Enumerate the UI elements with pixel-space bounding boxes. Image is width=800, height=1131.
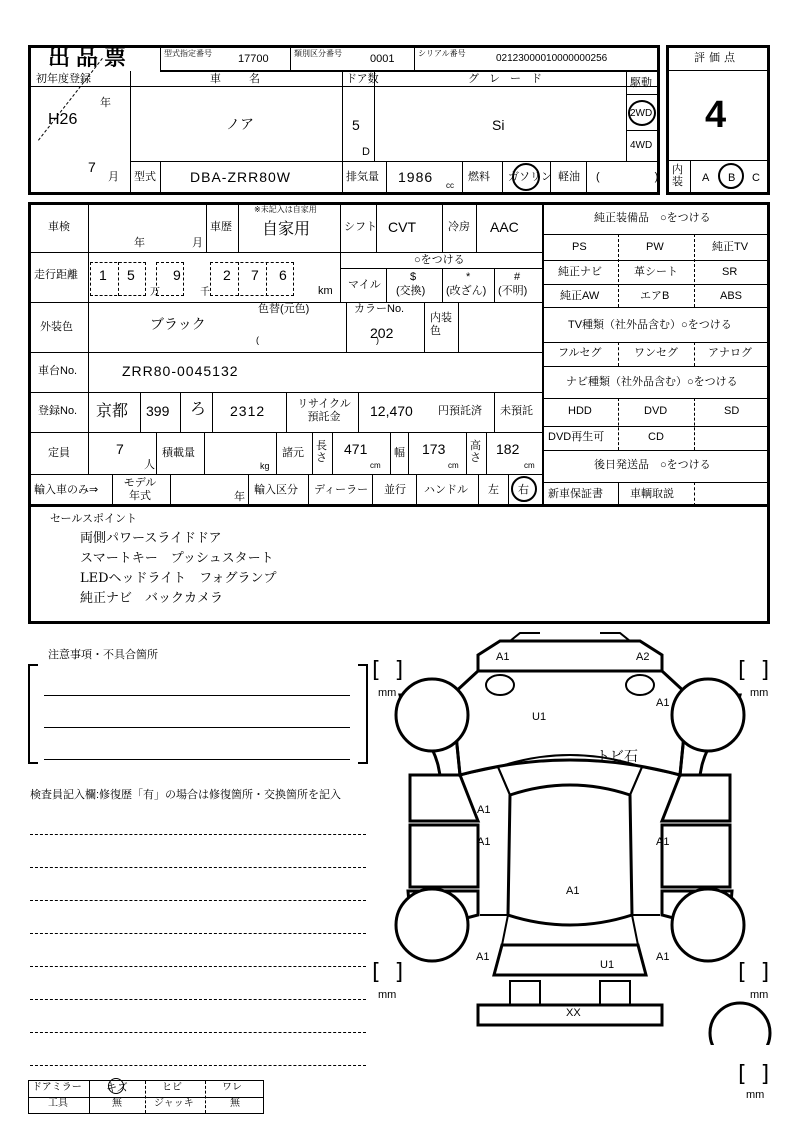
registration-class: 399 [146,403,170,419]
shaken-month-unit: 月 [192,237,203,249]
vehicle-manual-label: 車輌取説 [630,488,674,500]
tread-mm-unit: mm [750,687,769,699]
cm-unit: cm [370,461,381,470]
doors-value: 5 [352,117,360,133]
tread-bracket-rear-right: [ ] [738,960,770,985]
divider [416,474,417,506]
divider [276,432,277,474]
fuel-value: ガソリン [508,171,552,183]
color-number-value: 202 [370,325,394,341]
divider [342,71,343,195]
month-unit: 月 [108,171,119,183]
divider [694,482,695,506]
crack-label: ヒビ [162,1082,182,1093]
history-value: 自家用 [262,221,311,238]
damage-mark: A1 [496,651,510,663]
divider [542,450,770,451]
divider [542,366,770,367]
tv-oneseg: ワンセグ [634,347,678,359]
inspector-label: 検査員記入欄:修復歴「有」の場合は修復箇所・交換箇所を記入 [30,789,342,801]
header-divider [160,70,660,72]
divider [340,252,341,302]
divider [386,268,387,302]
diesel-paren: ( ) [596,171,659,183]
parallel-label: 並行 [384,484,406,496]
divider [112,474,113,506]
tread-mm-unit: mm [378,687,397,699]
divider [462,161,463,195]
sen-unit: 千 [200,287,210,298]
sales-point: LEDヘッドライト フォグランプ [80,571,277,586]
ac-label: 冷房 [448,221,470,233]
divider [286,392,287,432]
divider [542,426,770,427]
rear-door-right [662,825,730,887]
door-mirror-circle [108,1078,124,1094]
caution-line [44,727,350,728]
equipment-abs: ABS [720,290,743,302]
tread-bracket-rear-left: [ ] [372,960,404,985]
divider [542,307,770,308]
divider [478,474,479,506]
drive-label: 駆動 [630,77,652,89]
handle-left: 左 [488,484,499,496]
height-label: 高さ [470,440,481,465]
damage-mark: A1 [477,836,491,848]
width-value: 173 [422,441,446,457]
divider [626,130,660,131]
divider [88,203,89,474]
length-value: 471 [344,441,368,457]
asterisk-label: * [466,271,471,283]
equipment-sr: SR [722,266,738,278]
tread-mm-unit: mm [746,1089,765,1101]
man-unit: 万 [150,287,160,298]
divider [130,71,131,195]
tv-analog: アナログ [708,347,752,359]
rear-gate [494,945,646,975]
divider [618,342,619,366]
mileage-digit-boxes [90,262,300,296]
damage-mark: A1 [656,951,670,963]
divider [542,203,544,506]
divider [694,234,695,307]
divider [180,392,181,432]
recycle-not-deposited: 未預託 [500,405,533,417]
damage-mark: U1 [532,711,547,723]
damage-mark: A1 [656,697,670,709]
caution-bracket-left [28,664,38,764]
sales-point: 両側パワースライドドア [80,531,222,546]
displacement-value: 1986 [398,169,434,185]
model-designation-value: 17700 [238,53,269,65]
interior-grade-b: B [728,172,736,184]
inspector-line [30,1032,366,1033]
damage-mark: A2 [636,651,650,663]
tv-fullseg: フルセグ [558,347,602,359]
car-name-label: 車名 [210,73,288,85]
divider [586,161,587,195]
front-wheel-left [396,679,468,751]
divider [390,432,391,474]
divider [542,398,770,399]
sales-point: 純正ナビ バックカメラ [80,591,224,606]
divider [238,203,239,252]
load-label: 積載量 [162,447,195,459]
divider [667,160,769,161]
hash-label: # [514,271,521,283]
grade-value: Si [492,117,505,133]
dvd-playback-label: DVD再生可 [548,431,605,443]
divider [626,94,660,95]
history-label: 車歴 [210,221,232,233]
exterior-color-label: 外装色 [40,321,73,333]
fuel-label: 燃料 [468,171,490,183]
divider [156,432,157,474]
headlight-right [626,675,654,695]
divider [458,302,459,352]
divider [667,70,769,71]
chassis-label: 車台No. [38,365,78,377]
color-number-label: カラーNo. [354,303,405,315]
divider [140,392,141,432]
door-mirror-value: キズ [106,1081,128,1094]
divider [476,203,477,252]
hood [452,671,688,775]
navi-dvd: DVD [644,405,668,417]
shift-label: シフト [344,221,377,233]
divider [212,392,213,432]
navi-hdd: HDD [568,405,592,417]
inspector-line [30,999,366,1000]
model-year-unit: 年 [234,491,245,503]
mileage-digit: 1 [99,267,107,283]
divider [170,474,171,506]
divider [29,252,542,253]
km-unit: km [318,285,333,297]
registration-label: 登録No. [38,405,78,417]
chassis-value: ZRR80-0045132 [122,363,239,379]
import-label: 輸入車のみ⇒ [34,484,99,496]
damage-mark: トビ石 [596,749,638,765]
serial-value: 02123000010000000256 [496,53,608,64]
mileage-digit: 2 [223,267,231,283]
interior-color-label: 内装色 [430,312,452,338]
asterisk-sub: (改ざん) [446,285,487,297]
navi-type-label: ナビ種類（社外品含む）○をつける [566,376,738,388]
first-registration-month: 7 [88,159,96,175]
cm-unit: cm [448,461,459,470]
equipment-genuine-aw: 純正AW [560,290,600,302]
equipment-airbag: エアB [640,290,670,302]
damage-mark: A1 [656,836,670,848]
history-note: ※未記入は自家用 [254,205,317,214]
mileage-digit: 9 [173,267,181,283]
recycle-label: リサイクル預託金 [297,398,351,424]
exterior-color-value: ブラック [150,317,206,333]
dimensions-label: 諸元 [282,447,304,459]
divider [466,432,467,474]
divider [626,71,627,161]
equipment-genuine-tv: 純正TV [712,241,749,253]
divider [374,71,375,161]
divider [312,432,313,474]
navi-sd: SD [724,405,740,417]
car-name-value: ノア [226,117,254,133]
divider [494,392,495,432]
caution-label: 注意事項・不具合箇所 [48,649,158,661]
diesel-label: 軽油 [558,171,580,183]
roof [508,785,632,925]
person-unit: 人 [144,459,155,471]
divider [308,474,309,506]
tread-bracket-front-right: [ ] [738,658,770,683]
genuine-equipment-label: 純正装備品 ○をつける [594,212,711,224]
divider [29,86,660,87]
divider [346,302,347,352]
handle-right-circle [511,476,537,502]
mark-note: ○をつける [414,254,465,266]
jack-value: 無 [230,1098,240,1109]
mile-label: マイル [348,279,381,291]
divider [442,268,443,302]
document-title: 出品票 [48,45,133,70]
door-mirror-label: ドアミラー [32,1082,82,1093]
damage-mark: U1 [600,959,615,971]
tread-mm-unit: mm [750,989,769,1001]
divider [358,392,359,432]
damage-mark: A1 [566,885,580,897]
later-shipment-label: 後日発送品 ○をつける [594,459,711,471]
first-registration-year: H26 [48,111,78,128]
category-value: 0001 [370,53,395,65]
divider [204,432,205,474]
divider [618,398,619,450]
drive-2wd: 2WD [630,108,653,119]
divider [386,161,387,195]
score-label: 評価点 [694,52,739,64]
handle-label: ハンドル [424,484,468,496]
inspector-line [30,900,366,901]
shaken-year-unit: 年 [134,237,145,249]
fuel-circle [512,163,540,191]
inspector-line [30,1065,366,1066]
divider [494,268,495,302]
mileage-label: 走行距離 [34,269,78,281]
headlight-left [486,675,514,695]
interior-grade-circle [718,163,744,189]
model-value: DBA-ZRR80W [190,169,292,185]
front-door-right [662,775,730,821]
break-label: ワレ [222,1082,242,1093]
dollar-sub: (交換) [396,285,426,297]
registration-area: 京都 [96,403,129,420]
dealer-label: ディーラー [314,484,369,496]
tools-label: 工具 [48,1098,68,1109]
car-diagram [360,625,780,1045]
divider [486,432,487,474]
divider [542,284,770,285]
sales-point: スマートキー プッシュスタート [80,551,274,566]
caution-line [44,695,350,696]
divider [372,474,373,506]
import-class-label: 輸入区分 [254,484,298,496]
divider [408,432,409,474]
inspector-line [30,933,366,934]
door-type: D [362,146,370,158]
tools-value: 無 [112,1098,122,1109]
recycle-unit: 円預託済 [438,405,482,417]
tv-type-label: TV種類（社外品含む）○をつける [568,319,732,331]
interior-label: 内装 [672,164,683,189]
cc-unit: cc [446,181,454,190]
divider [618,482,619,506]
mileage-digit: 7 [251,267,259,283]
front-wheel-right [672,679,744,751]
caution-line [44,759,350,760]
divider [29,474,542,475]
spare-tire [710,1003,770,1045]
damage-mark: A1 [476,951,490,963]
rear-wheel-right [672,889,744,961]
divider [248,474,249,506]
dollar-label: $ [410,271,417,283]
divider [340,203,341,252]
category-label: 類別区分番号 [294,49,342,58]
first-registration-label: 初年度登録 [36,73,91,85]
registration-number: 2312 [230,403,266,419]
height-value: 182 [496,441,520,457]
mileage-digit: 6 [279,267,287,283]
mileage-digit: 5 [127,267,135,283]
length-label: 長さ [316,440,327,465]
inspector-line [30,834,366,835]
interior-grade-a: A [702,172,710,184]
divider [694,398,695,450]
capacity-label: 定員 [48,447,70,459]
inspector-line [30,966,366,967]
capacity-value: 7 [116,441,124,457]
divider [424,302,425,352]
cd-label: CD [648,431,664,443]
equipment-pw: PW [646,241,664,253]
drive-4wd: 4WD [630,140,653,151]
score-value: 4 [705,94,727,136]
damage-mark: A1 [477,804,491,816]
handle-right: 右 [518,484,529,496]
equipment-genuine-navi: 純正ナビ [558,266,602,278]
divider [542,342,770,343]
tread-bracket-spare: [ ] [738,1062,770,1087]
registration-kana: ろ [190,401,207,418]
serial-label: シリアル番号 [418,49,466,58]
rear-wheel-left [396,889,468,961]
divider [542,482,770,483]
recycle-value: 12,470 [370,403,413,419]
divider [206,203,207,252]
cm-unit: cm [524,461,535,470]
divider [160,161,161,195]
new-car-warranty-label: 新車保証書 [548,488,603,500]
interior-grade-c: C [752,172,760,184]
rear-window [502,915,638,945]
divider [542,234,770,235]
model-designation-label: 型式指定番号 [164,49,212,58]
grade-label: グレード [468,73,552,85]
color-change-paren: ( ) [256,335,379,345]
divider [290,46,291,72]
divider [29,352,542,353]
model-year-label: モデル年式 [123,477,157,503]
divider [502,161,503,195]
ac-value: AAC [490,219,519,235]
displacement-label: 排気量 [346,171,379,183]
divider [690,161,691,194]
divider [508,474,509,506]
divider [442,203,443,252]
divider [694,342,695,366]
inspector-line [30,867,366,868]
shift-value: CVT [388,219,416,235]
color-change-label: 色替(元色) [258,303,310,315]
shaken-label: 車検 [48,221,70,233]
equipment-leather-seat: 革シート [634,266,678,278]
year-unit: 年 [100,97,111,109]
divider [550,161,551,195]
tread-mm-unit: mm [378,989,397,1001]
kg-unit: kg [260,461,270,471]
doors-label: ドア数 [346,73,379,85]
divider [340,268,542,269]
damage-mark: XX [566,1007,581,1019]
divider [376,203,377,252]
jack-label: ジャッキ [154,1098,194,1109]
divider [130,161,660,162]
divider [618,234,619,307]
divider [332,432,333,474]
divider [542,260,770,261]
front-door-left [410,775,478,821]
drive-2wd-circle [628,100,656,126]
rear-door-left [410,825,478,887]
divider [414,46,415,72]
sales-points-label: セールスポイント [50,513,138,525]
model-label: 型式 [134,171,156,183]
equipment-ps: PS [572,241,587,253]
width-label: 幅 [394,447,405,459]
hash-sub: (不明) [498,285,528,297]
divider [160,46,161,72]
tread-bracket-front-left: [ ] [372,658,404,683]
